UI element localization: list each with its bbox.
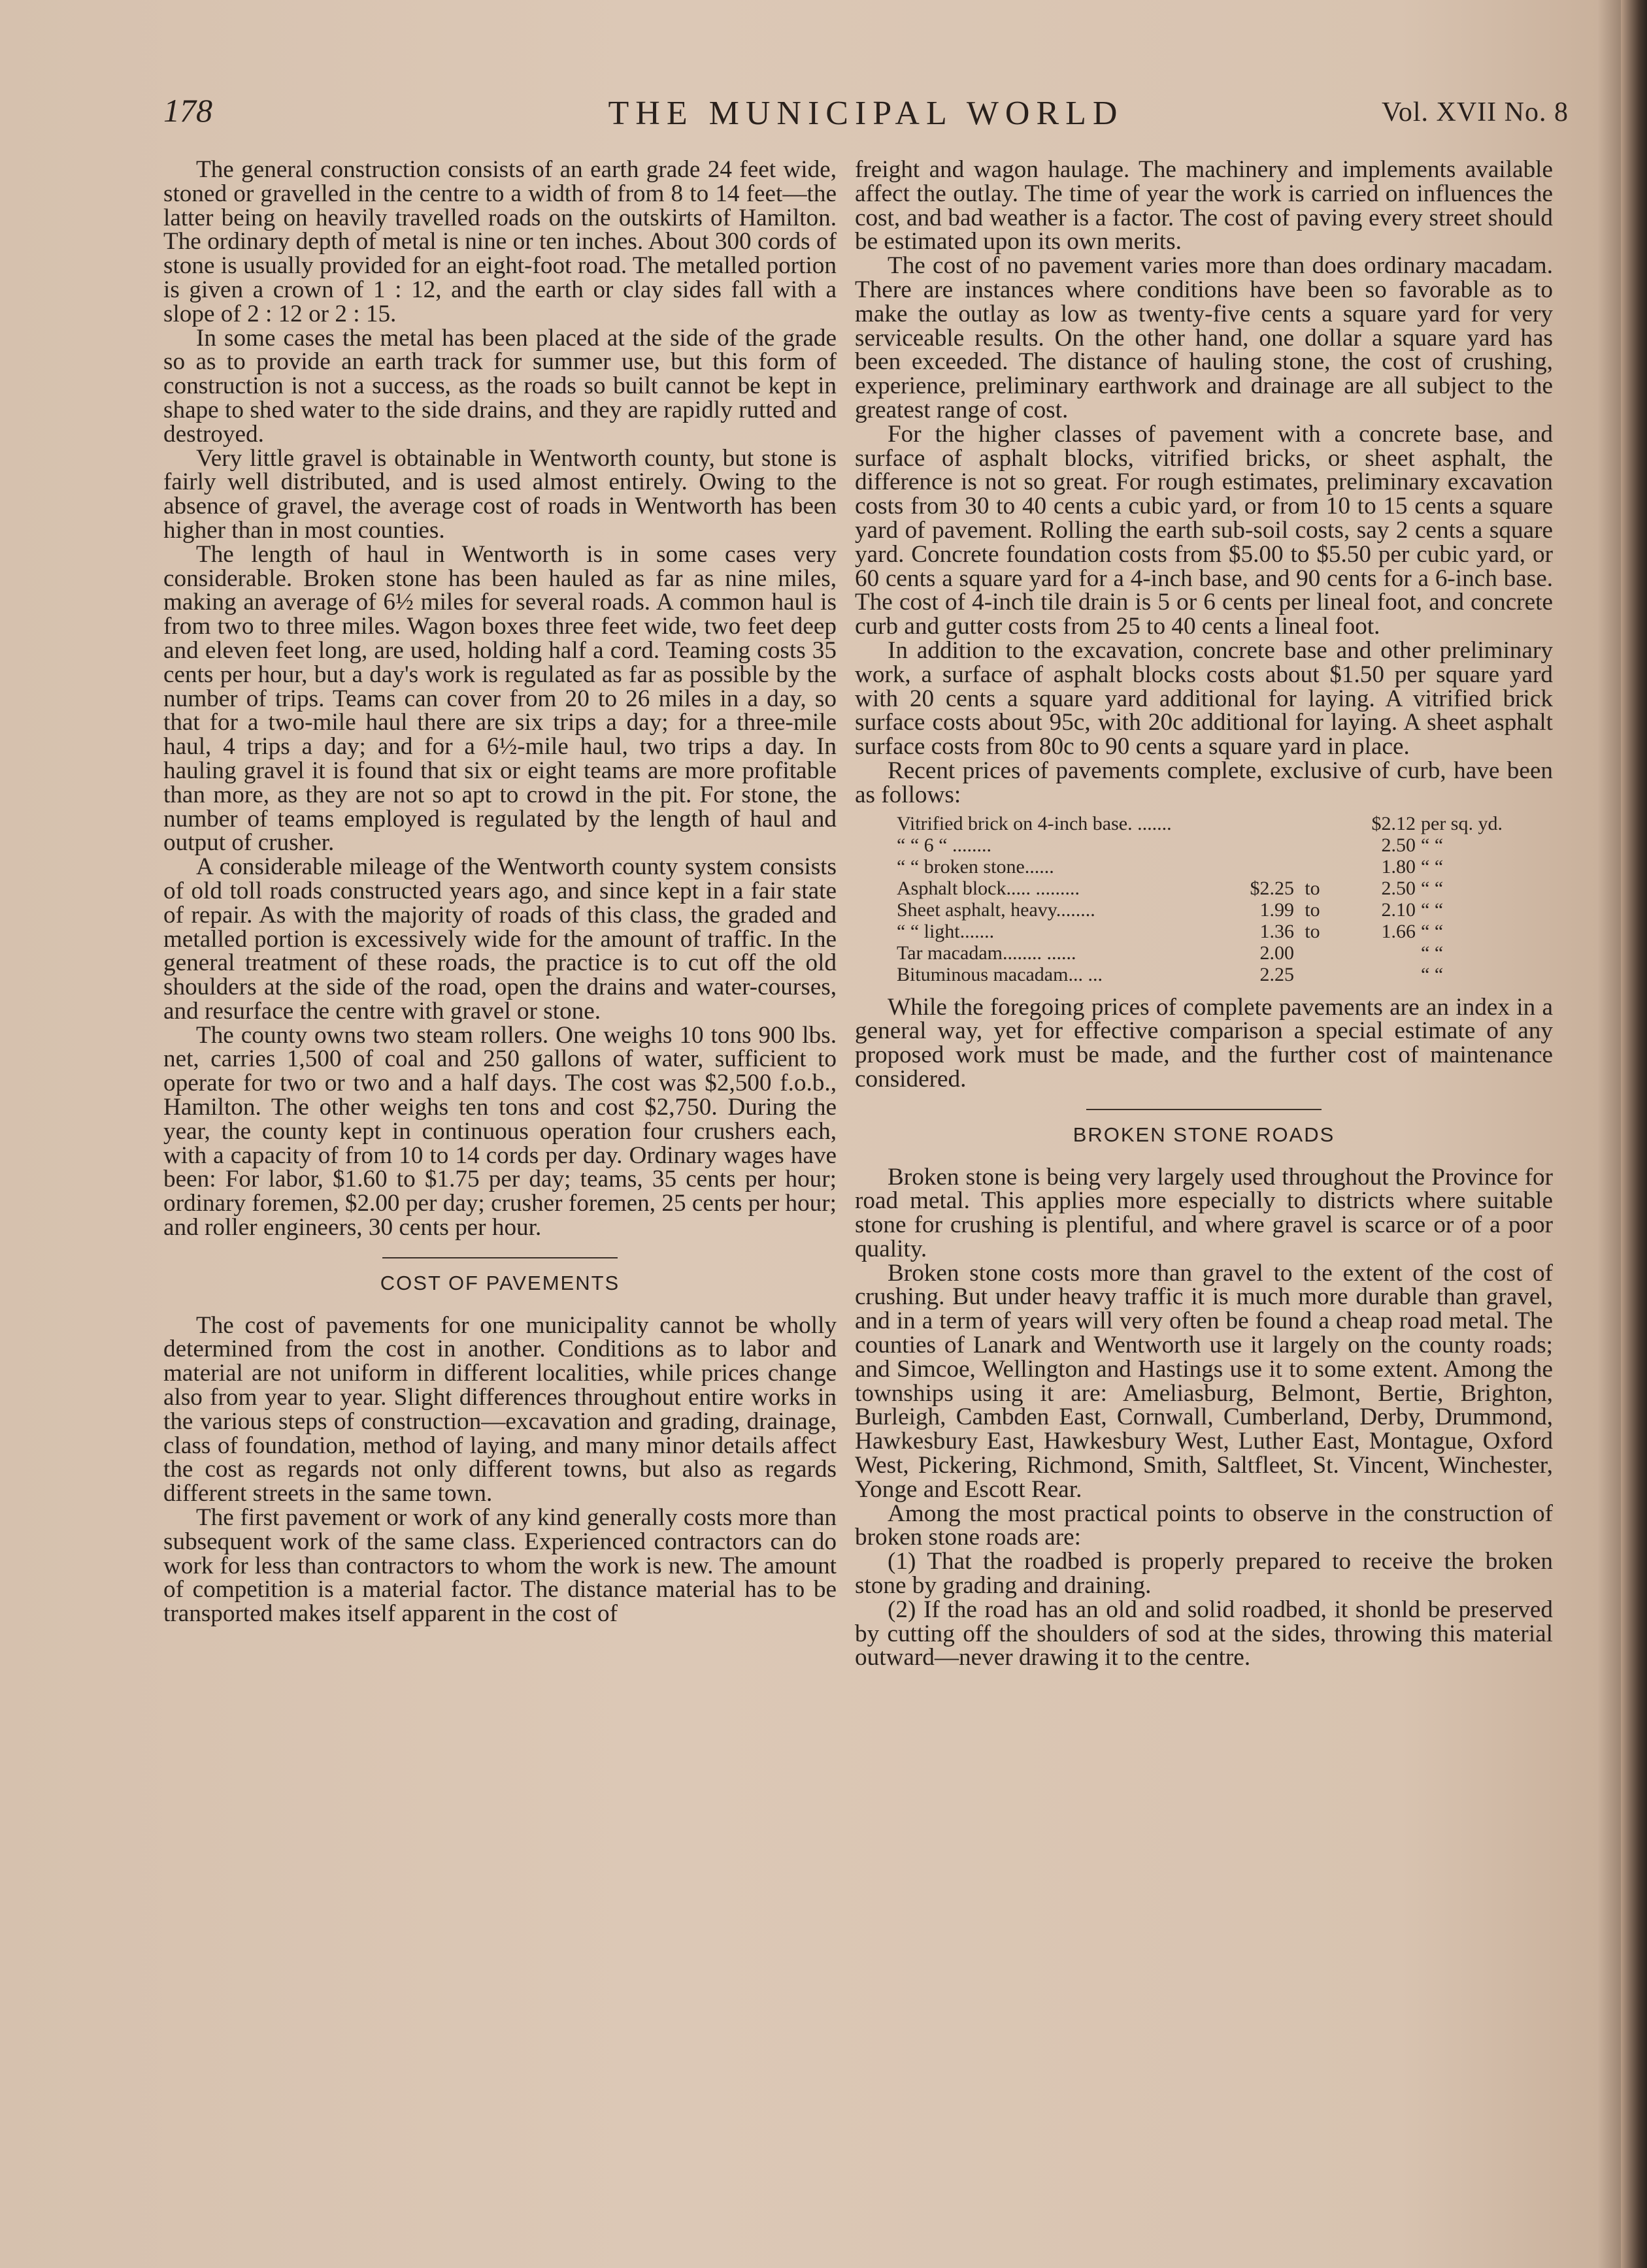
price-unit: per sq. yd. <box>1421 812 1503 834</box>
price-high: $2.12 <box>1371 812 1416 834</box>
price-item: “ “ broken stone...... <box>897 855 1054 878</box>
price-unit: “ “ <box>1421 855 1444 878</box>
price-high: 2.50 <box>1381 877 1416 899</box>
price-unit: “ “ <box>1421 877 1444 899</box>
price-high: 2.10 <box>1381 898 1416 921</box>
price-to: to <box>1305 898 1320 921</box>
paragraph: The length of haul in Wentworth is in some cases very considerable. Broken stone has been hauled as far as nine miles, making an average of 6½ miles for several roads. A common haul is from two to three miles. Wagon boxes three feet wide, two feet deep and eleven feet long, are used, holding half a cord. Teaming costs 35 cents per hour, but a day's work is regulated as far as possible by the number of trips. Teams can cover from 20 to 26 miles in a day, so that for a two-mile haul there are six trips a day; for a three-mile haul, 4 trips a day; and for a 6½-mile haul, two trips a day. In hauling gravel it is found that six or eight teams are more profitable than more, as they are not so apt to crowd in the pit. For stone, the number of teams employed is regulated by the length of haul and output of crusher. <box>163 540 837 857</box>
price-to: to <box>1305 920 1320 942</box>
table-row <box>894 942 1522 964</box>
price-high <box>1328 964 1418 985</box>
price-to <box>1297 964 1328 985</box>
price-item: Asphalt block..... ......... <box>897 877 1080 899</box>
paragraph: The general construction consists of an earth grade 24 feet wide, stoned or gravelled in the centre to a width of from 8 to 14 feet—the latter being on heavily travelled roads on the outskirts of Hamilton. The ordinary depth of metal is nine or ten inches. About 300 cords of stone is usually provided for an eight-foot road. The metalled portion is given a crown of 1 : 12, and the earth or clay sides fall with a slope of 2 : 12 or 2 : 15. <box>163 156 837 327</box>
paragraph: In some cases the metal has been placed at the side of the grade so as to provide an earth track for summer use, but this form of construction is not a success, as the roads so built cannot be kept in shape to shed water to the side drains, and they are rapidly rutted and destroyed. <box>163 324 837 448</box>
price-to: to <box>1305 877 1320 899</box>
price-item: Tar macadam........ ...... <box>897 942 1076 964</box>
paragraph: For the higher classes of pavement with a concrete base, and surface of asphalt blocks, vitrified bricks, or sheet asphalt, the difference is not so great. For rough estimates, preliminary excavation costs from 30 to 40 cents a cubic yard, or from 10 to 15 cents a square yard of pavement. Rolling the earth sub-soil costs, say 2 cents a square yard. Concrete foundation costs from $5.00 to $5.50 per cubic yard, or 60 cents a square yard for a 4-inch base, and 90 cents for a 6-inch base. The cost of 4-inch tile drain is 5 or 6 cents per lineal foot, and concrete curb and gutter costs from 25 to 40 cents a lineal foot. <box>855 420 1553 640</box>
price-high: 1.66 <box>1381 920 1416 942</box>
price-table <box>894 813 1522 985</box>
table-row <box>894 834 1522 856</box>
price-low <box>1206 813 1297 834</box>
volume-number: Vol. XVII No. 8 <box>1381 97 1569 127</box>
table-row <box>894 964 1522 985</box>
paragraph: The cost of no pavement varies more than does ordinary macadam. There are instances where conditions have been so favorable as to make the outlay as low as twenty-five cents a square yard for very serviceable results. On the other hand, one dollar a square yard has been exceeded. The distance of hauling stone, the cost of crushing, experience, preliminary earthwork and drainage are all subject to the greatest range of cost. <box>855 252 1553 423</box>
left-column <box>163 158 837 1626</box>
table-row <box>894 899 1522 921</box>
table-row <box>894 921 1522 942</box>
page-number: 178 <box>163 92 212 129</box>
table-row <box>894 878 1522 899</box>
page-binding-edge <box>1621 0 1647 2268</box>
price-low: 2.25 <box>1259 963 1294 985</box>
price-low: 2.00 <box>1259 942 1294 964</box>
price-to <box>1297 834 1328 856</box>
price-low: 1.36 <box>1259 920 1294 942</box>
price-to <box>1297 856 1328 878</box>
paragraph: The county owns two steam rollers. One weighs 10 tons 900 lbs. net, carries 1,500 of coal and 250 gallons of water, sufficient to operate for two or two and a half days. The cost was $2,500 f.o.b., Hamilton. The other weighs ten tons and cost $2,750. During the year, the county kept in continuous operation four crushers each, with a capacity of from 10 to 14 cords per day. Ordinary wages have been: For labor, $1.60 to $1.75 per day; teams, 35 cents per hour; ordinary foremen, $2.00 per day; crusher foremen, 25 cents per hour; and roller engineers, 30 cents per hour. <box>163 1021 837 1241</box>
price-item: “ “ 6 “ ........ <box>897 834 991 856</box>
paragraph: Recent prices of pavements complete, exclusive of curb, have been as follows: <box>855 757 1553 808</box>
table-row <box>894 813 1522 834</box>
price-high: 1.80 <box>1381 855 1416 878</box>
journal-title: THE MUNICIPAL WORLD <box>608 95 1124 132</box>
paragraph: While the foregoing prices of complete pavements are an index in a general way, yet for effective comparison a special estimate of any proposed work must be made, and the further cost of maintenance considered. <box>855 993 1553 1093</box>
price-unit: “ “ <box>1421 834 1444 856</box>
paragraph: Among the most practical points to observe in the construction of broken stone roads are: <box>855 1500 1553 1551</box>
price-item: Sheet asphalt, heavy........ <box>897 898 1095 921</box>
right-column <box>855 158 1553 1670</box>
paragraph: Very little gravel is obtainable in Wentworth county, but stone is fairly well distributed, and is used almost entirely. Owing to the absence of gravel, the average cost of roads in Wentworth has been higher than in most counties. <box>163 444 837 544</box>
paragraph: A considerable mileage of the Wentworth county system consists of old toll roads constructed years ago, and since kept in a fair state of repair. As with the majority of roads of this class, the graded and metalled portion is excessively wide for the amount of traffic. In the general treatment of these roads, the practice is to cut off the old shoulders at the side of the road, open the drains and water-courses, and resurface the centre with gravel or stone. <box>163 853 837 1025</box>
table-row <box>894 856 1522 878</box>
price-unit: “ “ <box>1421 963 1444 985</box>
paragraph: (2) If the road has an old and solid roadbed, it shonld be preserved by cutting off the shoulders of sod at the sides, throwing this material outward—never drawing it to the centre. <box>855 1596 1553 1671</box>
price-low <box>1206 834 1297 856</box>
paragraph: (1) That the roadbed is properly prepared to receive the broken stone by grading and draining. <box>855 1548 1553 1600</box>
price-item: Vitrified brick on 4-inch base. ....... <box>897 812 1172 834</box>
price-to <box>1297 942 1328 964</box>
section-heading: COST OF PAVEMENTS <box>380 1271 620 1294</box>
paragraph: In addition to the excavation, concrete base and other preliminary work, a surface of asphalt blocks costs about $1.50 per square yard with 20 cents a square yard additional for laying. A vitrified brick surface costs about 95c, with 20c additional for laying. A sheet asphalt surface costs from 80c to 90 cents a square yard in place. <box>855 636 1553 761</box>
price-unit: “ “ <box>1421 898 1444 921</box>
paragraph: freight and wagon haulage. The machinery and implements available affect the outlay. The time of year the work is carried on influences the cost, and bad weather is a factor. The cost of paving every street should be estimated upon its own merits. <box>855 156 1553 255</box>
section-divider <box>1086 1109 1322 1110</box>
section-heading: BROKEN STONE ROADS <box>1073 1123 1335 1146</box>
price-unit: “ “ <box>1421 942 1444 964</box>
paragraph: Broken stone is being very largely used throughout the Province for road metal. This applies more especially to districts where suitable stone for crushing is plentiful, and where gravel is scarce or of a poor quality. <box>855 1163 1553 1262</box>
page-header <box>163 91 1569 144</box>
price-item: Bituminous macadam... ... <box>897 963 1103 985</box>
paragraph: Broken stone costs more than gravel to the extent of the cost of crushing. But under heavy traffic it is much more durable than gravel, and in a term of years will very often be found a cheap road metal. The counties of Lanark and Wentworth use it largely on the county roads; and Simcoe, Wellington and Hastings use it to some extent. Among the townships using it are: Ameliasburg, Belmont, Bertie, Brighton, Burleigh, Cambden East, Cornwall, Cumberland, Derby, Drummond, Hawkesbury East, Hawkesbury West, Luther East, Montague, Oxford West, Pickering, Richmond, Smith, Saltfleet, St. Vincent, Winchester, Yonge and Escott Rear. <box>855 1259 1553 1503</box>
price-high <box>1328 942 1418 964</box>
price-item: “ “ light....... <box>897 920 995 942</box>
paragraph: The first pavement or work of any kind generally costs more than subsequent work of the same class. Experienced contractors can do work for less than contractors to whom the work is new. The amount of competition is a material factor. The distance material has to be transported makes itself apparent in the cost of <box>163 1504 837 1628</box>
paragraph: The cost of pavements for one municipality cannot be wholly determined from the cost in another. Conditions as to labor and material are not uniform in different localities, while prices change also from year to year. Slight differences throughout entire works in the various steps of construction—excavation and grading, drainage, class of foundation, method of laying, and many minor details affect the cost as regards not only different towns, but also as regards different streets in the same town. <box>163 1311 837 1507</box>
price-to <box>1297 813 1328 834</box>
section-divider <box>382 1257 618 1258</box>
price-high: 2.50 <box>1381 834 1416 856</box>
price-unit: “ “ <box>1421 920 1444 942</box>
price-low <box>1206 856 1297 878</box>
price-low: $2.25 <box>1250 877 1294 899</box>
price-low: 1.99 <box>1259 898 1294 921</box>
